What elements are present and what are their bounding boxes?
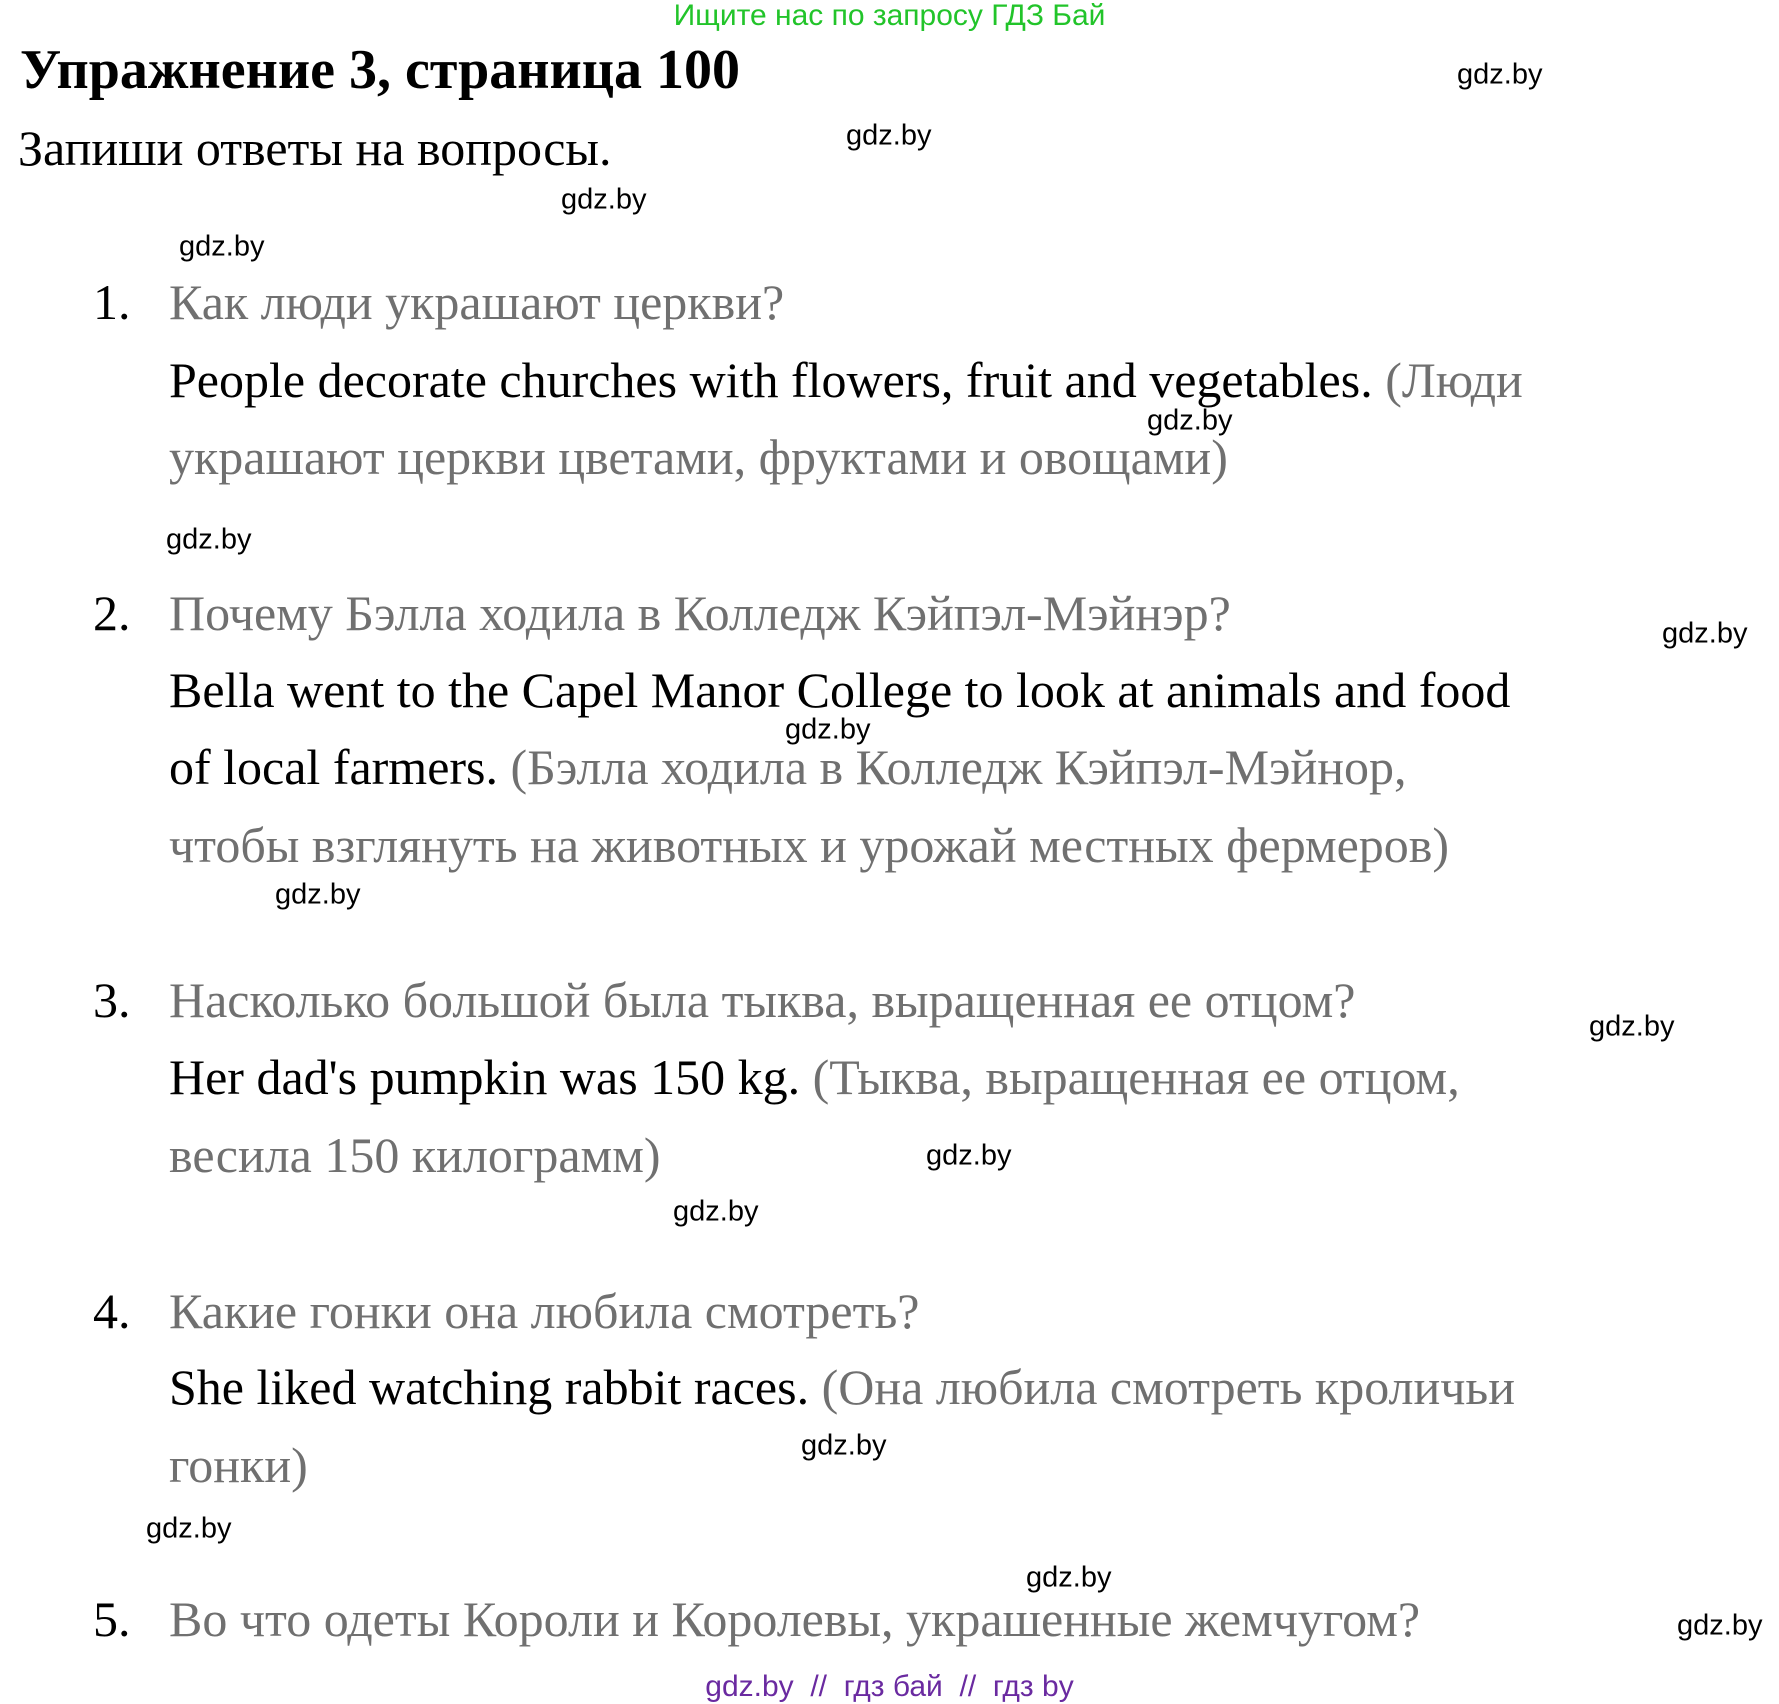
answer-translation: (Тыква, выращенная ее отцом, bbox=[812, 1049, 1460, 1105]
answer-line bbox=[169, 1358, 1515, 1416]
watermark: gdz.by bbox=[801, 1429, 887, 1462]
page-title: Упражнение 3, страница 100 bbox=[20, 39, 741, 101]
watermark: gdz.by bbox=[275, 878, 361, 911]
answer-english: Bella went to the Capel Manor College to look at animals and food bbox=[169, 662, 1511, 718]
answer-line bbox=[169, 1048, 1460, 1106]
answer-line bbox=[169, 661, 1510, 719]
watermark: gdz.by bbox=[1147, 404, 1233, 437]
watermark: gdz.by bbox=[926, 1139, 1012, 1172]
answer-translation: (Она любила смотреть кроличьи bbox=[821, 1359, 1515, 1415]
answer-line bbox=[169, 1436, 308, 1494]
watermark: gdz.by bbox=[673, 1195, 759, 1228]
answer-translation: весила 150 килограмм) bbox=[169, 1127, 661, 1183]
item-number: 5. bbox=[93, 1591, 131, 1647]
watermark: gdz.by bbox=[1026, 1561, 1112, 1594]
answer-english: Her dad's pumpkin was 150 kg. bbox=[169, 1049, 813, 1105]
item-number: 2. bbox=[93, 585, 131, 641]
question: Во что одеты Короли и Королевы, украшенные жемчугом? bbox=[169, 1591, 1421, 1647]
answer-line bbox=[169, 738, 1407, 796]
item-number: 4. bbox=[93, 1283, 131, 1339]
question: Какие гонки она любила смотреть? bbox=[169, 1283, 920, 1339]
watermark: gdz.by bbox=[785, 713, 871, 746]
watermark: gdz.by bbox=[1662, 617, 1748, 650]
answer-translation: украшают церкви цветами, фруктами и овощами) bbox=[169, 429, 1228, 485]
answer-line bbox=[169, 1126, 660, 1184]
question: Почему Бэлла ходила в Колледж Кэйпэл-Мэйнэр? bbox=[169, 585, 1231, 641]
search-hint: Ищите нас по запросу ГДЗ Бай bbox=[673, 0, 1106, 32]
watermark: gdz.by bbox=[179, 230, 265, 263]
item-number: 1. bbox=[93, 274, 131, 330]
question: Насколько большой была тыква, выращенная ее отцом? bbox=[169, 972, 1356, 1028]
answer-translation: (Люди bbox=[1385, 352, 1523, 408]
answer-translation: гонки) bbox=[169, 1437, 308, 1493]
answer-english: of local farmers. bbox=[169, 739, 511, 795]
answer-english: People decorate churches with flowers, fruit and vegetables. bbox=[169, 352, 1386, 408]
watermark: gdz.by bbox=[1589, 1010, 1675, 1043]
watermark: gdz.by bbox=[1457, 58, 1543, 91]
answer-translation: (Бэлла ходила в Колледж Кэйпэл-Мэйнор, bbox=[510, 739, 1407, 795]
question: Как люди украшают церкви? bbox=[169, 274, 785, 330]
answer-english: She liked watching rabbit races. bbox=[169, 1359, 822, 1415]
watermark: gdz.by bbox=[561, 183, 647, 216]
answer-line bbox=[169, 816, 1449, 874]
watermark: gdz.by bbox=[846, 119, 932, 152]
answer-line bbox=[169, 428, 1228, 486]
item-number: 3. bbox=[93, 972, 131, 1028]
watermark: gdz.by bbox=[146, 1512, 232, 1545]
footer-links: gdz.by // гдз бай // гдз by bbox=[705, 1670, 1074, 1703]
watermark: gdz.by bbox=[166, 523, 252, 556]
answer-line bbox=[169, 351, 1523, 409]
watermark: gdz.by bbox=[1677, 1609, 1763, 1642]
instruction: Запиши ответы на вопросы. bbox=[18, 120, 612, 176]
answer-translation: чтобы взглянуть на животных и урожай местных фермеров) bbox=[169, 817, 1450, 873]
